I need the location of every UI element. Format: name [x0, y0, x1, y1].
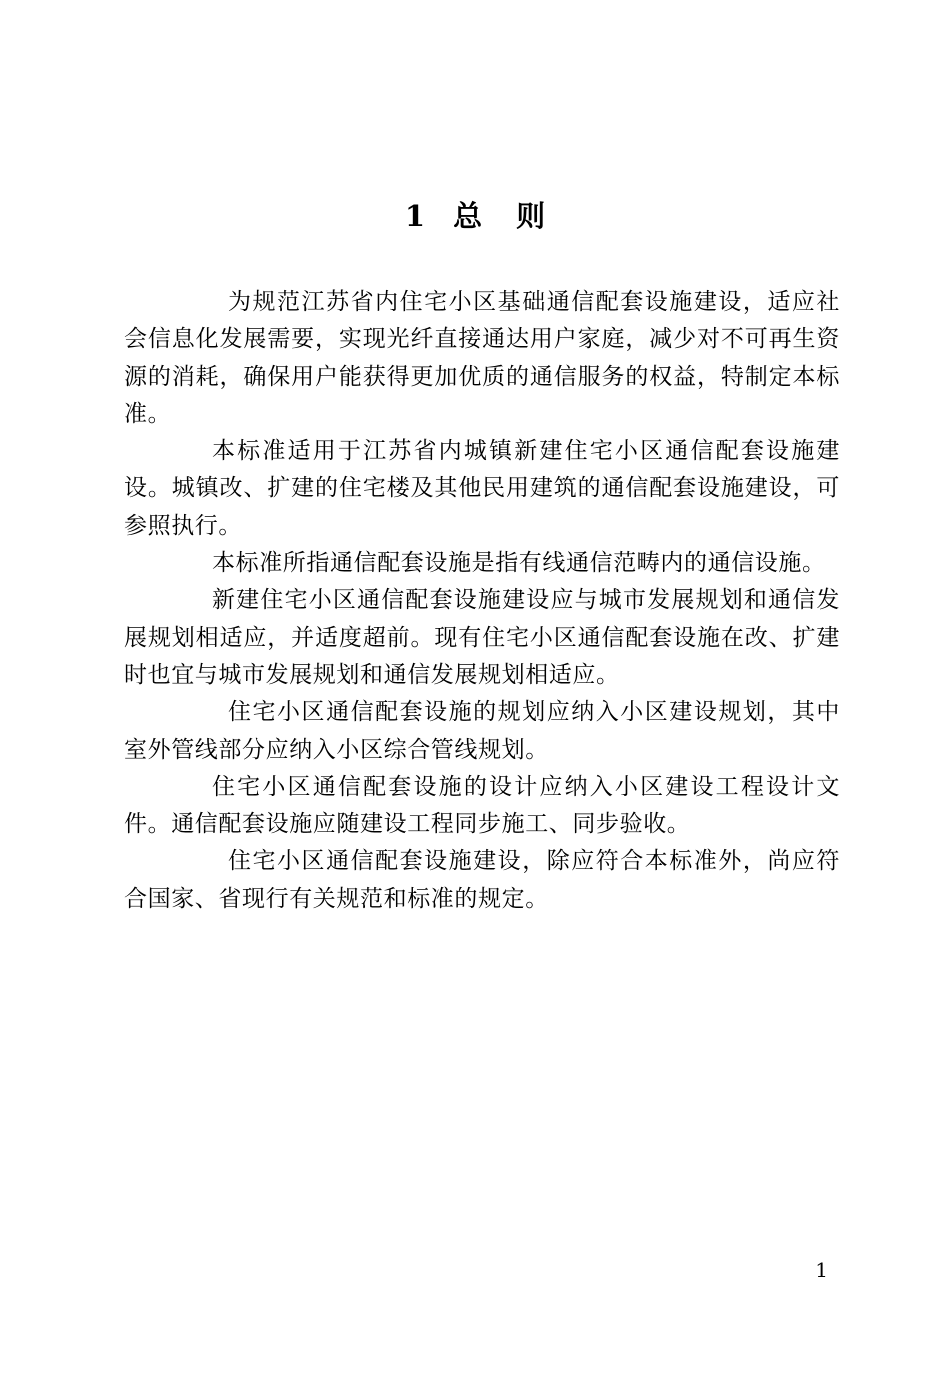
paragraph-compliance: 住宅小区通信配套设施建设，除应符合本标准外，尚应符合国家、省现行有关规范和标准的规定。 [124, 848, 840, 912]
paragraph-planning-inclusion: 住宅小区通信配套设施的规划应纳入小区建设规划，其中室外管线部分应纳入小区综合管线规划。 [124, 699, 840, 763]
paragraph-scope: 本标准适用于江苏省内城镇新建住宅小区通信配套设施建设。城镇改、扩建的住宅楼及其他民用建筑的通信配套设施建设，可参照执行。 [124, 438, 840, 539]
paragraph-planning-alignment: 新建住宅小区通信配套设施建设应与城市发展规划和通信发展规划相适应，并适度超前。现有住宅小区通信配套设施在改、扩建时也宜与城市发展规划和通信发展规划相适应。 [124, 587, 840, 688]
paragraph-definition: 本标准所指通信配套设施是指有线通信范畴内的通信设施。 [212, 550, 826, 577]
body-text [124, 284, 840, 918]
paragraph-design-construction: 住宅小区通信配套设施的设计应纳入小区建设工程设计文件。通信配套设施应随建设工程同步施工、同步验收。 [124, 773, 840, 838]
chapter-number: 1 [404, 199, 426, 233]
page-number: 1 [815, 1258, 828, 1282]
chapter-title: 总则 [453, 199, 580, 233]
paragraph-purpose: 为规范江苏省内住宅小区基础通信配套设施建设，适应社会信息化发展需要，实现光纤直接通达用户家庭，减少对不可再生资源的消耗，确保用户能获得更加优质的通信服务的权益，特制定本标准。 [124, 289, 840, 427]
chapter-heading [0, 196, 950, 236]
